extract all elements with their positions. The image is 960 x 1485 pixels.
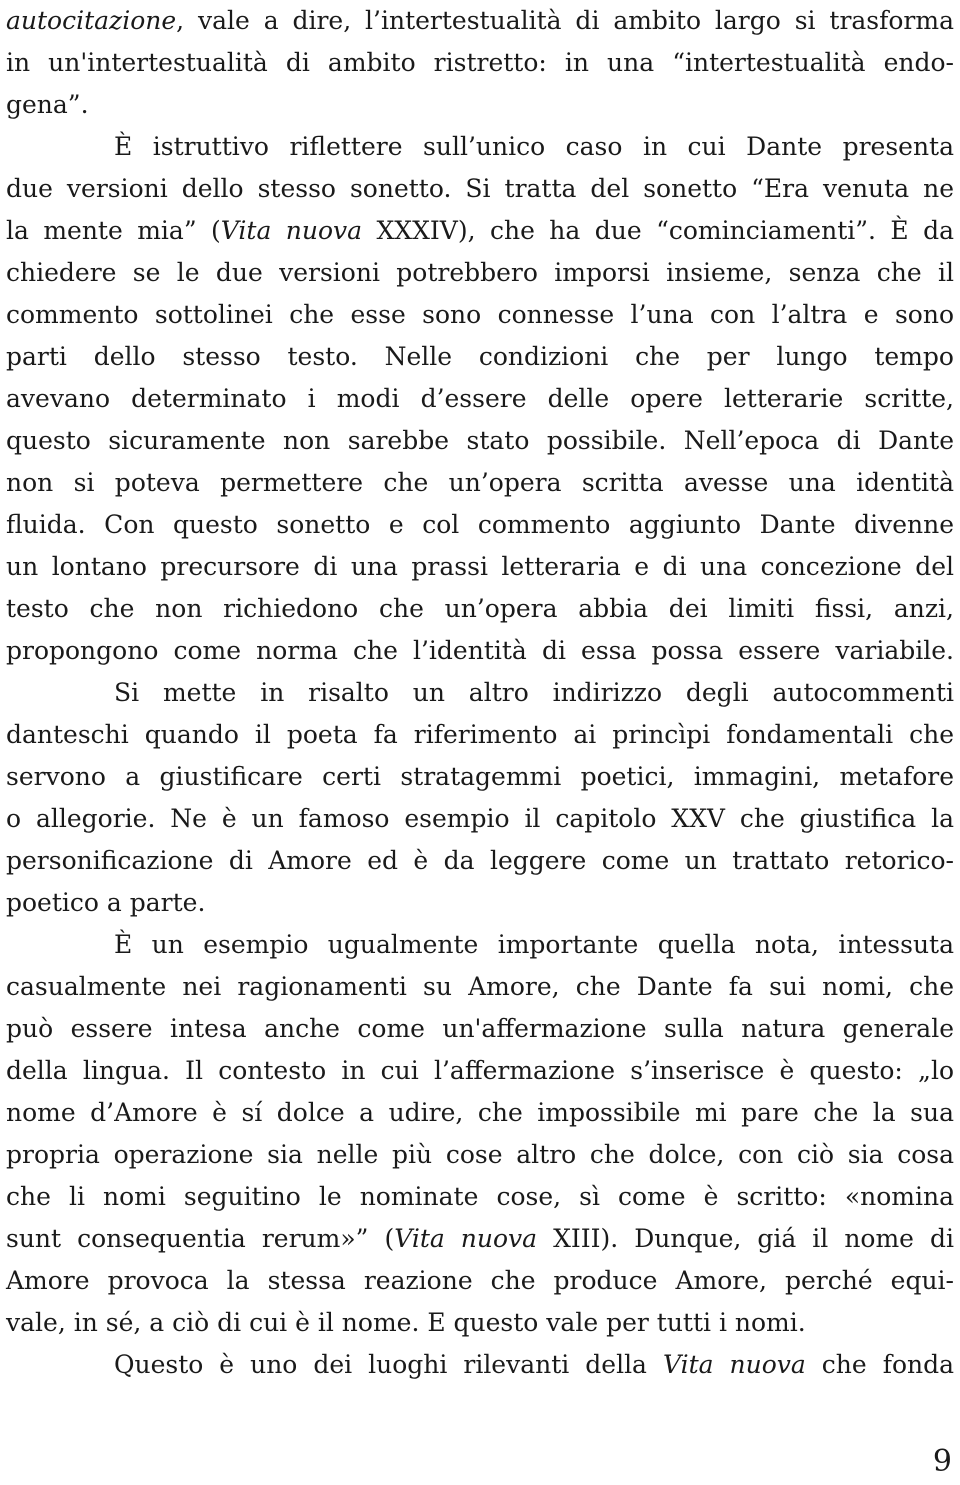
text-line: danteschi quando il poeta fa riferimento ai princìpi fondamentali che <box>6 720 954 749</box>
text-line: servono a giustificare certi stratagemmi poetici, immagini, metafore <box>6 762 954 791</box>
text-line: avevano determinato i modi d’essere delle opere letterarie scritte, <box>6 384 954 413</box>
paragraph-first-line: Si mette in risalto un altro indirizzo degli autocommenti <box>114 678 954 707</box>
text-line: fluida. Con questo sonetto e col commento aggiunto Dante divenne <box>6 510 954 539</box>
text-line: può essere intesa anche come un'affermazione sulla natura generale <box>6 1014 954 1043</box>
text-line: gena”. <box>6 90 89 119</box>
text-line: testo che non richiedono che un’opera abbia dei limiti fissi, anzi, <box>6 594 954 623</box>
text-line: o allegorie. Ne è un famoso esempio il capitolo XXV che giustifica la <box>6 804 954 833</box>
paragraph-first-line: Questo è uno dei luoghi rilevanti della Vita nuova che fonda <box>114 1350 955 1379</box>
italic-term: autocitazione <box>6 6 177 35</box>
text-line: propongono come norma che l’identità di essa possa essere variabile. <box>6 636 954 665</box>
text-line: parti dello stesso testo. Nelle condizioni che per lungo tempo <box>6 342 954 371</box>
text-line: questo sicuramente non sarebbe stato possibile. Nell’epoca di Dante <box>6 426 954 455</box>
text-line: casualmente nei ragionamenti su Amore, che Dante fa sui nomi, che <box>6 972 954 1001</box>
text-line: autocitazione, vale a dire, l’intertestualità di ambito largo si trasforma <box>6 6 954 35</box>
text-line: un lontano precursore di una prassi letteraria e di una concezione del <box>6 552 954 581</box>
text-line: che li nomi seguitino le nominate cose, sì come è scritto: «nomina <box>6 1182 954 1211</box>
text-line: due versioni dello stesso sonetto. Si tratta del sonetto “Era venuta ne <box>6 174 954 203</box>
italic-title: Vita nuova <box>394 1224 538 1253</box>
text-line: non si poteva permettere che un’opera scritta avesse una identità <box>6 468 954 497</box>
text-line: Amore provoca la stessa reazione che produce Amore, perché equi- <box>6 1266 954 1295</box>
text-line: poetico a parte. <box>6 888 206 917</box>
text-line: in un'intertestualità di ambito ristretto: in una “intertestualità endo- <box>6 48 954 77</box>
text-line: sunt consequentia rerum»” (Vita nuova XIII). Dunque, giá il nome di <box>6 1224 954 1253</box>
italic-title: Vita nuova <box>662 1350 806 1379</box>
text-line: chiedere se le due versioni potrebbero imporsi insieme, senza che il <box>6 258 954 287</box>
paragraph-first-line: È un esempio ugualmente importante quella nota, intessuta <box>114 930 954 959</box>
text-line: della lingua. Il contesto in cui l’affermazione s’inserisce è questo: „lo <box>6 1056 954 1085</box>
text-line: personificazione di Amore ed è da leggere come un trattato retorico- <box>6 846 954 875</box>
paragraph-first-line: È istruttivo riflettere sull’unico caso in cui Dante presenta <box>114 132 954 161</box>
italic-title: Vita nuova <box>220 216 363 245</box>
text-line: propria operazione sia nelle più cose altro che dolce, con ciò sia cosa <box>6 1140 954 1169</box>
page-number: 9 <box>932 1444 952 1479</box>
text-line: vale, in sé, a ciò di cui è il nome. E questo vale per tutti i nomi. <box>6 1308 806 1337</box>
text-line: commento sottolinei che esse sono connesse l’una con l’altra e sono <box>6 300 954 329</box>
text-line: nome d’Amore è sí dolce a udire, che impossibile mi pare che la sua <box>6 1098 954 1127</box>
page-body <box>6 0 954 1386</box>
text-line: la mente mia” (Vita nuova XXXIV), che ha due “cominciamenti”. È da <box>6 216 954 245</box>
